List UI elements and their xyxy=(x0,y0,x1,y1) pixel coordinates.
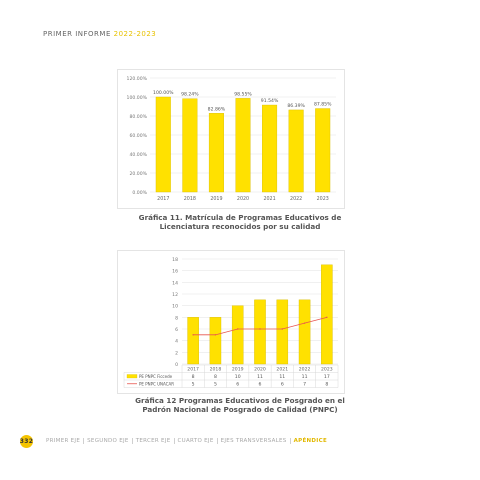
page-header xyxy=(43,30,156,38)
data-label: 82.86% xyxy=(207,107,226,113)
caption-line: Gráfica 11. Matrícula de Programas Educativos de xyxy=(138,213,342,222)
line-point xyxy=(192,334,193,335)
line-point xyxy=(326,317,327,318)
table-cell: 8 xyxy=(325,382,329,388)
page-number: 332 xyxy=(20,435,33,448)
legend-label: PE PNPC UNACAR xyxy=(139,381,174,387)
y-tick-label: 120.00% xyxy=(126,77,147,82)
table-cell: 8 xyxy=(213,375,217,380)
y-tick-label: 80.00% xyxy=(129,115,147,120)
nav-segundo-eje[interactable]: SEGUNDO EJE xyxy=(84,438,133,444)
table-cell: 7 xyxy=(303,382,307,388)
header-title: PRIMER INFORME xyxy=(43,30,111,38)
line-point xyxy=(237,328,238,329)
line-point xyxy=(259,328,260,329)
nav-primer-eje[interactable]: PRIMER EJE xyxy=(43,438,84,444)
table-cell: 6 xyxy=(280,382,284,388)
nav-ejes-transversales[interactable]: EJES TRANSVERSALES xyxy=(218,438,291,444)
y-tick-label: 0.00% xyxy=(132,191,147,196)
y-tick-label: 4 xyxy=(175,339,178,345)
caption-line: Licenciatura reconocidos por su calidad xyxy=(159,222,321,231)
bar xyxy=(289,110,304,192)
y-tick-label: 60.00% xyxy=(129,134,147,139)
x-tick-label: 2018 xyxy=(183,197,196,202)
table-cell: 6 xyxy=(236,382,240,388)
bar xyxy=(232,306,243,364)
bar xyxy=(209,113,224,192)
x-tick-label: 2021 xyxy=(276,367,289,373)
x-tick-label: 2017 xyxy=(187,367,199,373)
footer-nav xyxy=(20,434,330,448)
nav-cuarto-eje[interactable]: CUARTO EJE xyxy=(175,438,218,444)
line-point xyxy=(215,334,216,335)
table-cell: 8 xyxy=(191,375,195,380)
y-tick-label: 16 xyxy=(172,269,178,275)
x-tick-label: 2018 xyxy=(209,367,222,373)
table-cell: 5 xyxy=(213,382,217,388)
bar xyxy=(315,109,330,192)
data-label: 86.39% xyxy=(287,103,305,109)
y-tick-label: 0 xyxy=(175,363,178,368)
y-tick-label: 10 xyxy=(172,304,178,310)
y-tick-label: 40.00% xyxy=(129,153,147,158)
x-tick-label: 2022 xyxy=(290,197,303,202)
chart-posgrado-svg xyxy=(118,251,344,393)
x-tick-label: 2017 xyxy=(157,197,170,202)
bar xyxy=(321,265,332,364)
header-year: 2022-2023 xyxy=(113,30,157,38)
bar xyxy=(183,99,198,192)
data-label: 98.24% xyxy=(181,92,199,98)
y-tick-label: 14 xyxy=(172,281,178,287)
table-cell: 17 xyxy=(323,375,330,380)
bar xyxy=(262,105,277,192)
x-tick-label: 2019 xyxy=(210,197,223,202)
x-tick-label: 2019 xyxy=(231,367,244,373)
nav-tercer-eje[interactable]: TERCER EJE xyxy=(133,438,175,444)
x-tick-label: 2023 xyxy=(321,367,333,373)
chart-posgrado xyxy=(117,250,345,394)
x-tick-label: 2023 xyxy=(316,197,329,202)
caption-line: Padrón Nacional de Posgrado de Calidad (PNPC) xyxy=(142,405,338,414)
y-tick-label: 100.00% xyxy=(126,96,147,101)
bar xyxy=(156,97,171,192)
y-tick-label: 6 xyxy=(175,328,178,333)
table-cell: 11 xyxy=(257,375,263,380)
caption-line: Gráfica 12 Programas Educativos de Posgrado en el xyxy=(135,396,345,405)
bar xyxy=(254,300,265,364)
bar xyxy=(299,300,310,364)
y-tick-label: 12 xyxy=(172,293,178,298)
nav-apendice[interactable]: APÉNDICE xyxy=(293,438,328,444)
y-tick-label: 2 xyxy=(175,351,178,357)
chart-posgrado-caption xyxy=(90,396,390,414)
legend-label: PE PNPC Ficcede xyxy=(139,374,173,379)
table-cell: 11 xyxy=(301,375,308,380)
x-tick-label: 2020 xyxy=(236,197,250,202)
bar xyxy=(277,300,288,364)
data-label: 98.55% xyxy=(234,92,252,98)
data-label: 100.00% xyxy=(153,91,174,96)
x-tick-label: 2020 xyxy=(254,367,266,373)
data-label: 87.85% xyxy=(313,102,332,108)
table-cell: 10 xyxy=(234,375,241,380)
data-label: 91.54% xyxy=(260,99,279,105)
x-tick-label: 2021 xyxy=(263,197,276,202)
x-tick-label: 2022 xyxy=(298,367,311,373)
line-point xyxy=(282,328,283,329)
y-tick-label: 20.00% xyxy=(129,172,147,177)
bar xyxy=(236,98,251,192)
chart-licenciatura xyxy=(117,69,345,209)
y-tick-label: 18 xyxy=(172,258,178,263)
chart-licenciatura-caption xyxy=(90,213,390,231)
chart-licenciatura-svg xyxy=(118,70,344,208)
table-cell: 6 xyxy=(258,382,262,388)
line-point xyxy=(304,322,305,323)
y-tick-label: 8 xyxy=(175,316,178,322)
legend-swatch xyxy=(127,375,137,379)
bar xyxy=(188,317,199,364)
table-cell: 11 xyxy=(279,375,286,380)
table-cell: 5 xyxy=(191,382,195,388)
bar xyxy=(210,317,221,364)
